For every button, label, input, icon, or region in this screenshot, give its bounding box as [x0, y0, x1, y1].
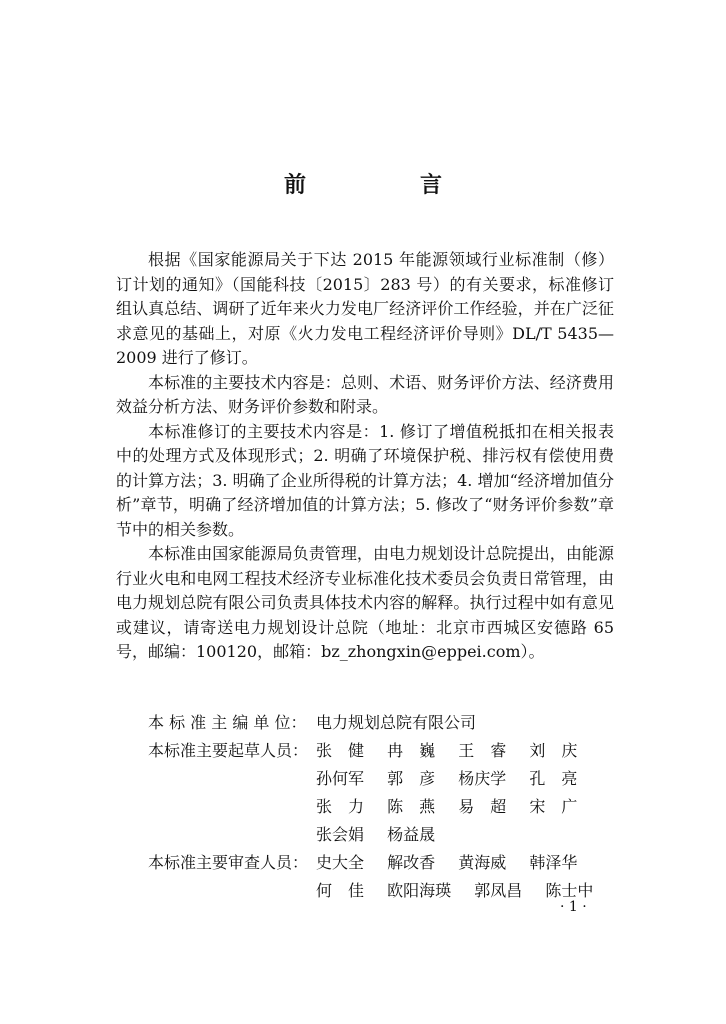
drafter-name: 杨益晟: [387, 825, 436, 844]
drafter-name: 刘 庆: [529, 741, 578, 760]
chief-editor-label: 本 标 准 主 编 单 位：: [148, 713, 307, 732]
drafters-names-1: [316, 738, 595, 761]
drafter-name: 宋 广: [529, 797, 578, 816]
reviewer-name: 解改香: [387, 853, 436, 872]
reviewer-name: 史大全: [316, 853, 365, 872]
drafter-name: 孔 亮: [529, 769, 578, 788]
reviewer-name: 欧阳海瑛: [387, 881, 452, 900]
drafter-name: 王 睿: [458, 741, 507, 760]
drafters-names-2: [316, 766, 595, 789]
paragraph-4: 本标准由国家能源局负责管理，由电力规划设计总院提出，由能源行业火电和电网工程技术经济专业标准化技术委员会负责日常管理，由电力规划总院有限公司负责具体技术内容的解释。执行过程中如有意见或建议，请寄送电力规划设计总院（地址：北京市西城区安德路 65 号，邮编：100120，邮箱：bz_zhongxin@eppei.com）。: [116, 544, 614, 661]
reviewer-name: 陈士中: [545, 881, 594, 900]
drafter-name: 杨庆学: [458, 769, 507, 788]
reviewers-label: 本标准主要审查人员：: [148, 853, 309, 872]
paragraph-2: 本标准的主要技术内容是：总则、术语、财务评价方法、经济费用效益分析方法、财务评价参数和附录。: [116, 372, 614, 416]
drafter-name: 张 力: [316, 797, 365, 816]
reviewer-name: 何 佳: [316, 881, 365, 900]
chief-editor-unit: 电力规划总院有限公司: [316, 713, 477, 732]
paragraph-3: 本标准修订的主要技术内容是：1. 修订了增值税抵扣在相关报表中的处理方式及体现形式；2. 明确了环境保护税、排污权有偿使用费的计算方法；3. 明确了企业所得税的计算方法；4. 增加“经济增加值分析”章节，明确了经济增加值的计算方法；5. 修改了“财务评价参数”章节中的相关参数。: [116, 421, 614, 539]
drafters-names-4: [316, 822, 453, 845]
paragraph-1: 根据《国家能源局关于下达 2015 年能源领域行业标准制（修）订计划的通知》（国能科技〔2015〕283 号）的有关要求，标准修订组认真总结、调研了近年来火力发电厂经济评价工作经验，并在广泛征求意见的基础上，对原《火力发电工程经济评价导则》DL/T 5435—2009 进行了修订。: [116, 250, 614, 367]
drafter-name: 陈 燕: [387, 797, 436, 816]
drafter-name: 易 超: [458, 797, 507, 816]
drafter-name: 张会娟: [316, 825, 365, 844]
reviewers-names-1: [316, 850, 595, 873]
page-title: 前 言: [283, 173, 488, 198]
reviewer-name: 韩泽华: [529, 853, 578, 872]
reviewer-name: 黄海威: [458, 853, 507, 872]
drafter-name: 孙何军: [316, 769, 365, 788]
drafter-name: 张 健: [316, 741, 365, 760]
drafters-label: 本标准主要起草人员：: [148, 741, 309, 760]
page-number: · 1 ·: [560, 899, 587, 915]
drafter-name: 冉 巍: [387, 741, 436, 760]
drafter-name: 郭 彦: [387, 769, 436, 788]
reviewer-name: 郭凤昌: [474, 881, 523, 900]
drafters-names-3: [316, 794, 595, 817]
preface-body: [116, 248, 614, 665]
reviewers-names-2: [316, 878, 611, 901]
